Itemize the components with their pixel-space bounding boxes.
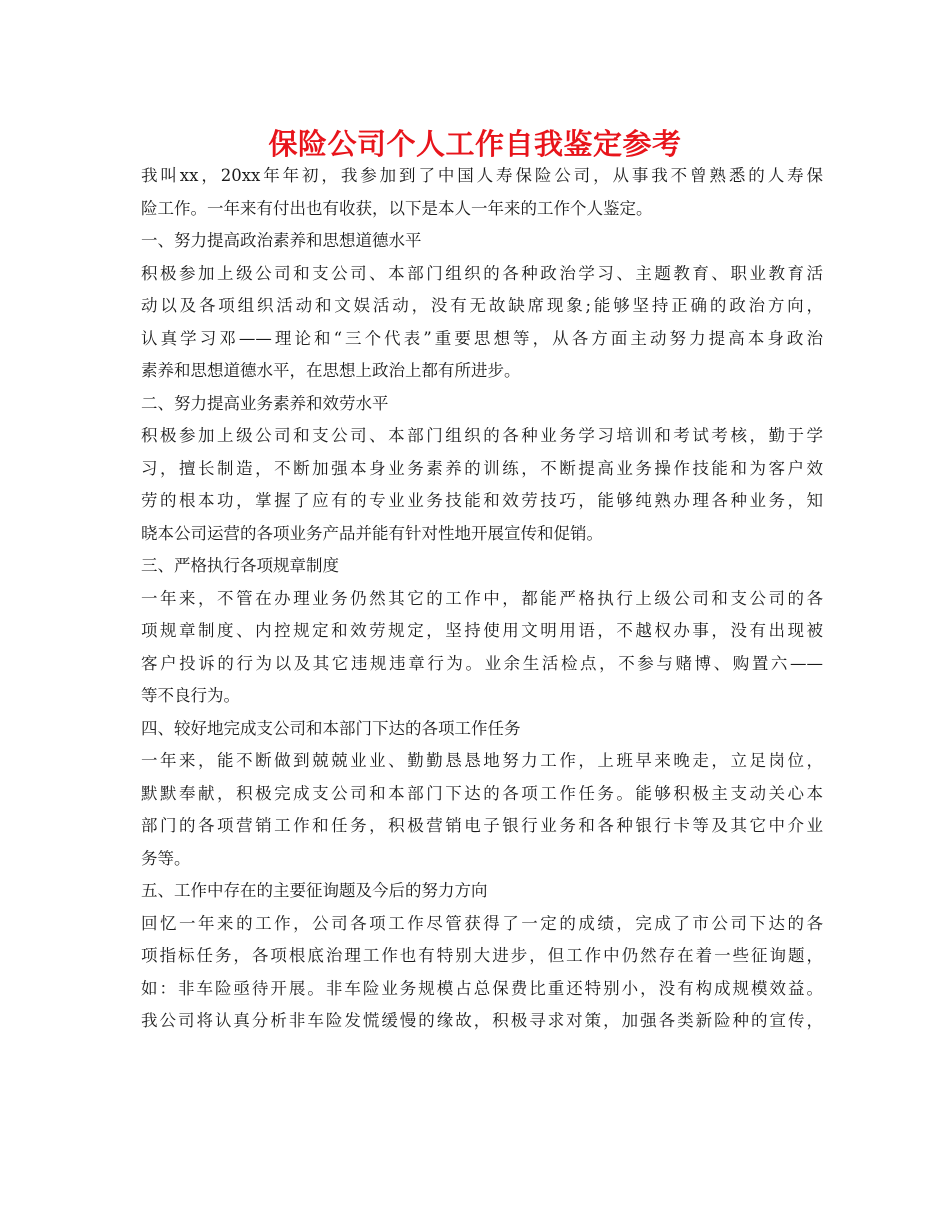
body-line: 习，擅长制造，不断加强本身业务素养的训练，不断提高业务操作技能和为客户效 bbox=[141, 458, 823, 478]
body-line: 晓本公司运营的各项业务产品并能有针对性地开展宣传和促销。 bbox=[141, 523, 603, 543]
body-line: 客户投诉的行为以及其它违规违章行为。业余生活检点，不参与赌博、购置六—— bbox=[141, 653, 823, 673]
section-heading: 四、较好地完成支公司和本部门下达的各项工作任务 bbox=[141, 718, 521, 738]
body-line: 素养和思想道德水平，在思想上政治上都有所进步。 bbox=[141, 361, 521, 380]
body-line: 等不良行为。 bbox=[141, 686, 240, 705]
body-line: 认真学习邓——理论和“三个代表”重要思想等，从各方面主动努力提高本身政治 bbox=[141, 328, 823, 348]
body-line: 劳的根本功，掌握了应有的专业业务技能和效劳技巧，能够纯熟办理各种业务，知 bbox=[141, 491, 823, 510]
body-line: 我公司将认真分析非车险发慌缓慢的缘故，积极寻求对策，加强各类新险种的宣传， bbox=[141, 1011, 823, 1030]
section-heading: 三、严格执行各项规章制度 bbox=[141, 556, 339, 575]
document-body bbox=[141, 160, 823, 1038]
body-line: 险工作。一年来有付出也有收获，以下是本人一年来的工作个人鉴定。 bbox=[141, 198, 653, 218]
section-heading: 二、努力提高业务素养和效劳水平 bbox=[141, 393, 389, 413]
body-line: 积极参加上级公司和支公司、本部门组织的各种政治学习、主题教育、职业教育活 bbox=[141, 263, 823, 283]
body-line: 积极参加上级公司和支公司、本部门组织的各种业务学习培训和考试考核，勤于学 bbox=[141, 426, 823, 445]
body-line: 部门的各项营销工作和任务，积极营销电子银行业务和各种银行卡等及其它中介业 bbox=[141, 816, 823, 835]
body-line: 一年来，不管在办理业务仍然其它的工作中，都能严格执行上级公司和支公司的各 bbox=[141, 588, 823, 608]
body-line: 项规章制度、内控规定和效劳规定，坚持使用文明用语，不越权办事，没有出现被 bbox=[141, 621, 823, 640]
section-heading: 一、努力提高政治素养和思想道德水平 bbox=[141, 231, 422, 250]
body-line: 务等。 bbox=[141, 848, 191, 868]
body-line: 项指标任务，各项根底治理工作也有特别大进步，但工作中仍然存在着一些征询题， bbox=[141, 946, 823, 965]
body-line: 回忆一年来的工作，公司各项工作尽管获得了一定的成绩，完成了市公司下达的各 bbox=[141, 913, 823, 933]
body-line: 默默奉献，积极完成支公司和本部门下达的各项工作任务。能够积极主支动关心本 bbox=[141, 783, 823, 803]
section-heading: 五、工作中存在的主要征询题及今后的努力方向 bbox=[141, 881, 488, 900]
body-line: 动以及各项组织活动和文娱活动，没有无故缺席现象;能够坚持正确的政治方向， bbox=[141, 296, 823, 315]
body-line: 如：非车险亟待开展。非车险业务规模占总保费比重还特别小，没有构成规模效益。 bbox=[141, 978, 823, 998]
body-line: 我叫xx，20xx年年初，我参加到了中国人寿保险公司，从事我不曾熟悉的人寿保 bbox=[141, 166, 823, 185]
document-title: 保险公司个人工作自我鉴定参考 bbox=[268, 127, 682, 161]
body-line: 一年来，能不断做到兢兢业业、勤勤恳恳地努力工作，上班早来晚走，立足岗位， bbox=[141, 751, 823, 770]
